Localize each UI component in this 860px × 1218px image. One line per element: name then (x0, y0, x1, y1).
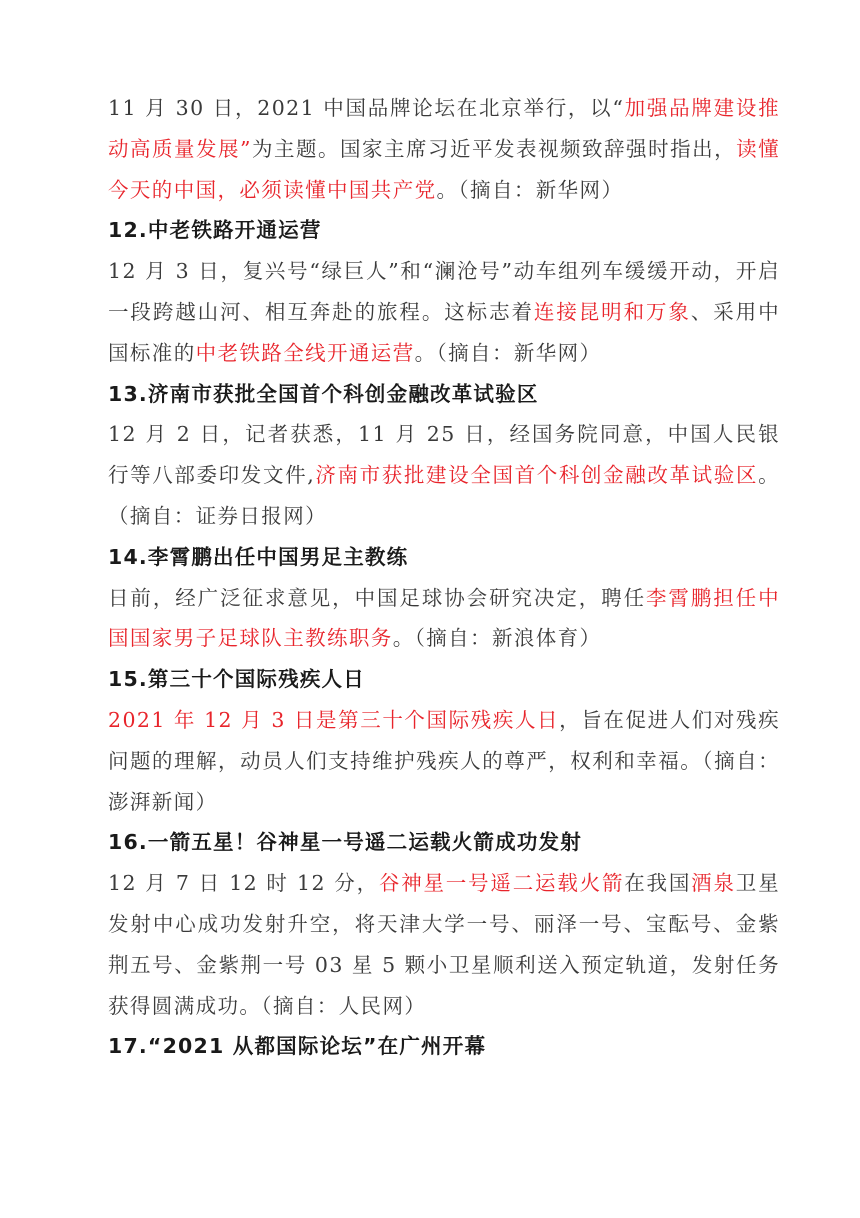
paragraph-text: 11 月 30 日，2021 中国品牌论坛在北京举行，以“ (108, 96, 625, 120)
news-item-paragraph (108, 863, 780, 1026)
news-item-heading: 12.中老铁路开通运营 (108, 218, 322, 243)
highlighted-text: 酒泉 (691, 871, 736, 896)
paragraph-text: 日前，经广泛征求意见，中国足球协会研究决定，聘任 (108, 585, 646, 610)
news-item-heading: 13.济南市获批全国首个科创金融改革试验区 (108, 381, 539, 406)
highlighted-text: 读懂今天的中国，必须读懂中国共产党 (108, 136, 780, 202)
paragraph-text: 为主题。国家主席习近平发表视频致辞强时指出， (251, 136, 737, 161)
highlighted-text: 加强品牌建设推动高质量发展” (108, 96, 780, 161)
paragraph-text: 。（摘自：新华网） (436, 177, 624, 202)
paragraph-text: 12 月 2 日，记者获悉，11 月 25 日，经国务院同意，中国人民银行等八部委印发文件, (108, 422, 780, 488)
news-item-heading: 14.李霄鹏出任中国男足主教练 (108, 544, 409, 569)
news-item-paragraph (108, 700, 780, 822)
paragraph-text: 。（摘自：新浪体育） (392, 626, 602, 651)
highlighted-text: 济南市获批建设全国首个科创金融改革试验区 (315, 463, 759, 488)
news-item-paragraph (108, 88, 780, 210)
news-item-paragraph (108, 251, 780, 373)
paragraph-text: 12 月 3 日，复兴号“绿巨人”和“澜沧号”动车组列车缓缓开动，开启一段跨越山河、相互奔赴的旅程。这标志着 (108, 259, 780, 324)
paragraph-text: 卫星发射中心成功发射升空，将天津大学一号、丽泽一号、宝酝号、金紫荆五号、金紫荆一号 03 星 5 颗小卫星顺利送入预定轨道，发射任务获得圆满成功。（摘自：人民网） (108, 871, 781, 1018)
news-item-heading: 17.“2021 从都国际论坛”在广州开幕 (108, 1034, 487, 1059)
paragraph-text: ，旨在促进人们对残疾问题的理解，动员人们支持维护残疾人的尊严，权利和幸福。（摘自：澎湃新闻） (108, 707, 781, 814)
paragraph-text: 12 月 7 日 12 时 12 分， (108, 871, 379, 896)
paragraph-text: 。（摘自：证券日报网） (108, 463, 780, 528)
news-item-heading: 16.一箭五星！谷神星一号遥二运载火箭成功发射 (108, 830, 582, 855)
document-body (108, 88, 780, 1067)
paragraph-text: 在我国 (624, 871, 692, 896)
paragraph-text: 。（摘自：新华网） (414, 340, 602, 365)
news-item-paragraph (108, 414, 780, 536)
highlighted-text: 2021 年 12 月 3 日是第三十个国际残疾人日 (108, 707, 560, 732)
highlighted-text: 李霄鹏担任中国国家男子足球队主教练职务 (108, 585, 780, 651)
highlighted-text: 中老铁路全线开通运营 (195, 340, 415, 365)
paragraph-text: 、采用中国标准的 (108, 299, 780, 365)
news-item-paragraph (108, 578, 780, 660)
highlighted-text: 谷神星一号遥二运载火箭 (378, 871, 625, 896)
news-item-heading: 15.第三十个国际残疾人日 (108, 667, 365, 692)
highlighted-text: 连接昆明和万象 (533, 299, 691, 324)
